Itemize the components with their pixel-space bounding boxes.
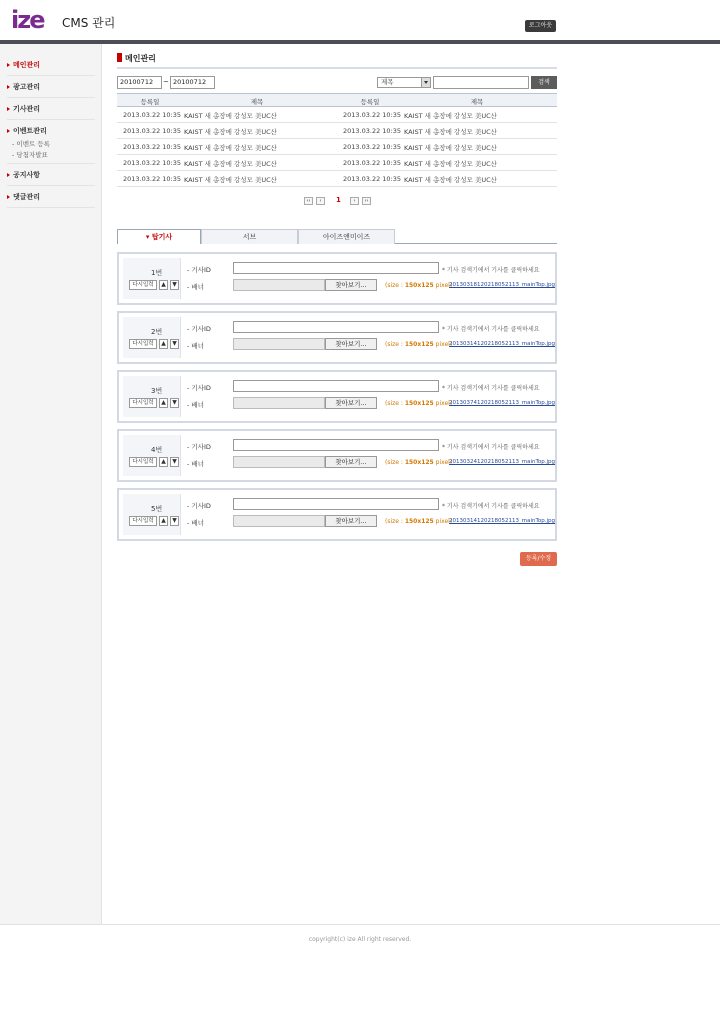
- footer-divider: [0, 924, 720, 925]
- row-title[interactable]: KAIST 새 총장에 강성모 美UC산: [184, 176, 277, 184]
- arrow-down-icon[interactable]: ▼: [170, 280, 179, 290]
- row-date: 2013.03.22 10:35: [123, 159, 182, 167]
- header-divider: [0, 40, 720, 44]
- pagination-current-page[interactable]: 1: [336, 196, 341, 204]
- sidebar-item-label: 공지사항: [13, 171, 41, 179]
- page-title-text: 메인관리: [125, 54, 156, 63]
- sidebar-item-label: 광고관리: [13, 83, 41, 91]
- row-title[interactable]: KAIST 새 총장에 강성모 美UC산: [184, 128, 277, 136]
- table-row[interactable]: [117, 107, 557, 123]
- page-title: [117, 53, 156, 64]
- red-triangle-icon: [7, 173, 10, 177]
- browse-button[interactable]: 찾아보기...: [325, 456, 377, 468]
- row-date: 2013.03.22 10:35: [343, 111, 402, 119]
- article-id-hint: * 기사 검색기에서 기사를 클릭하세요: [442, 326, 540, 333]
- sidebar-item-articles[interactable]: [7, 98, 95, 120]
- item-number: 3번: [151, 387, 163, 395]
- item-box: [117, 252, 557, 305]
- arrow-up-icon[interactable]: ▲: [159, 457, 168, 467]
- banner-label: - 배너: [187, 283, 204, 291]
- banner-label: - 배너: [187, 519, 204, 527]
- item-number: 5번: [151, 505, 163, 513]
- size-note: (size : 150x125 pixel): [385, 341, 453, 348]
- order-reset-input[interactable]: 다시입력: [129, 339, 157, 349]
- date-separator: ~: [163, 78, 169, 86]
- tab-ize-and-me[interactable]: 아이즈앤미이즈: [298, 229, 395, 244]
- arrow-up-icon[interactable]: ▲: [159, 398, 168, 408]
- banner-file-link[interactable]: 20130314120218052113_mainTop.jpg: [449, 341, 556, 347]
- banner-file-link[interactable]: 20130318120218052113_mainTop.jpg: [449, 282, 556, 288]
- row-title[interactable]: KAIST 새 총장에 강성모 美UC산: [404, 128, 497, 136]
- order-reset-input[interactable]: 다시입력: [129, 457, 157, 467]
- row-title[interactable]: KAIST 새 총장에 강성모 美UC산: [404, 112, 497, 120]
- article-id-input[interactable]: [233, 498, 439, 510]
- sidebar-item-notice[interactable]: [7, 164, 95, 186]
- article-id-input[interactable]: [233, 321, 439, 333]
- item-box: [117, 370, 557, 423]
- tab-label: 탑기사: [151, 233, 173, 241]
- row-title[interactable]: KAIST 새 총장에 강성모 美UC산: [184, 112, 277, 120]
- search-type-select[interactable]: [377, 77, 431, 88]
- row-title[interactable]: KAIST 새 총장에 강성모 美UC산: [404, 144, 497, 152]
- sidebar-subitem-winners[interactable]: - 당첨자발표: [12, 151, 48, 159]
- red-triangle-icon: [7, 85, 10, 89]
- row-date: 2013.03.22 10:35: [343, 143, 402, 151]
- sidebar-item-label: 이벤트관리: [13, 127, 47, 135]
- arrow-down-icon[interactable]: ▼: [170, 516, 179, 526]
- arrow-up-icon[interactable]: ▲: [159, 516, 168, 526]
- article-id-input[interactable]: [233, 439, 439, 451]
- table-header: [117, 93, 557, 107]
- browse-button[interactable]: 찾아보기...: [325, 279, 377, 291]
- item-order-panel: [123, 317, 181, 358]
- arrow-up-icon[interactable]: ▲: [159, 280, 168, 290]
- item-order-panel: [123, 258, 181, 299]
- arrow-up-icon[interactable]: ▲: [159, 339, 168, 349]
- submit-button[interactable]: 등록/수정: [520, 552, 557, 566]
- red-square-icon: [117, 53, 122, 62]
- app-title: CMS 관리: [62, 16, 116, 30]
- red-triangle-icon: [7, 195, 10, 199]
- table-row[interactable]: [117, 155, 557, 171]
- size-note: (size : 150x125 pixel): [385, 518, 453, 525]
- sidebar-item-label: 댓글관리: [13, 193, 41, 201]
- article-id-label: - 기사ID: [187, 384, 211, 392]
- item-order-panel: [123, 435, 181, 476]
- article-id-input[interactable]: [233, 262, 439, 274]
- arrow-down-icon[interactable]: ▼: [170, 457, 179, 467]
- article-id-hint: * 기사 검색기에서 기사를 클릭하세요: [442, 267, 540, 274]
- row-date: 2013.03.22 10:35: [123, 175, 182, 183]
- banner-label: - 배너: [187, 342, 204, 350]
- pagination-first-button[interactable]: ‹‹: [304, 197, 313, 205]
- size-note: (size : 150x125 pixel): [385, 459, 453, 466]
- search-type-value: 제목: [381, 78, 394, 86]
- item-box: [117, 429, 557, 482]
- row-date: 2013.03.22 10:35: [123, 127, 182, 135]
- item-order-panel: [123, 494, 181, 535]
- logout-button[interactable]: 로그아웃: [525, 20, 556, 32]
- date-to-input[interactable]: 20100712: [170, 76, 215, 89]
- arrow-down-icon[interactable]: ▼: [170, 398, 179, 408]
- size-note: (size : 150x125 pixel): [385, 400, 453, 407]
- tab-top-article[interactable]: ▾ 탑기사: [117, 229, 201, 244]
- pagination-prev-button[interactable]: ‹: [316, 197, 325, 205]
- row-date: 2013.03.22 10:35: [343, 127, 402, 135]
- tab-sub[interactable]: 서브: [201, 229, 298, 244]
- tab-bar: [117, 229, 557, 244]
- banner-file-link[interactable]: 20130324120218052113_mainTop.jpg: [449, 459, 556, 465]
- article-id-hint: * 기사 검색기에서 기사를 클릭하세요: [442, 444, 540, 451]
- size-note: (size : 150x125 pixel): [385, 282, 453, 289]
- sidebar-item-label: 기사관리: [13, 105, 41, 113]
- browse-button[interactable]: 찾아보기...: [325, 338, 377, 350]
- sidebar-subitem-event-register[interactable]: - 이벤트 등록: [12, 140, 50, 148]
- article-id-label: - 기사ID: [187, 443, 211, 451]
- search-input[interactable]: [433, 76, 529, 89]
- footer-copyright: copyright(c) ize All right reserved.: [308, 936, 412, 943]
- banner-file-input[interactable]: [233, 515, 325, 527]
- row-date: 2013.03.22 10:35: [123, 111, 182, 119]
- sidebar-item-label: 메인관리: [13, 61, 41, 69]
- table-row[interactable]: [117, 123, 557, 139]
- banner-file-link[interactable]: 20130314120218052113_mainTop.jpg: [449, 518, 556, 524]
- sidebar-item-ads[interactable]: [7, 76, 95, 98]
- pagination-next-button[interactable]: ›: [350, 197, 359, 205]
- logo[interactable]: ize: [11, 6, 44, 34]
- sidebar-item-main[interactable]: [7, 54, 95, 76]
- browse-button[interactable]: 찾아보기...: [325, 515, 377, 527]
- sidebar: [0, 44, 102, 924]
- order-reset-input[interactable]: 다시입력: [129, 280, 157, 290]
- pagination-last-button[interactable]: ››: [362, 197, 371, 205]
- row-date: 2013.03.22 10:35: [123, 143, 182, 151]
- banner-label: - 배너: [187, 401, 204, 409]
- row-title[interactable]: KAIST 새 총장에 강성모 美UC산: [404, 160, 497, 168]
- sidebar-item-comments[interactable]: [7, 186, 95, 208]
- row-date: 2013.03.22 10:35: [343, 175, 402, 183]
- table-row[interactable]: [117, 139, 557, 155]
- banner-file-input[interactable]: [233, 456, 325, 468]
- browse-button[interactable]: 찾아보기...: [325, 397, 377, 409]
- chevron-down-icon: [421, 78, 430, 87]
- row-date: 2013.03.22 10:35: [343, 159, 402, 167]
- title-divider: [117, 67, 557, 69]
- article-id-hint: * 기사 검색기에서 기사를 클릭하세요: [442, 385, 540, 392]
- banner-file-input[interactable]: [233, 338, 325, 350]
- red-triangle-icon: [7, 63, 10, 67]
- article-id-input[interactable]: [233, 380, 439, 392]
- order-reset-input[interactable]: 다시입력: [129, 398, 157, 408]
- item-number: 2번: [151, 328, 163, 336]
- order-reset-input[interactable]: 다시입력: [129, 516, 157, 526]
- article-id-label: - 기사ID: [187, 502, 211, 510]
- article-id-hint: * 기사 검색기에서 기사를 클릭하세요: [442, 503, 540, 510]
- item-order-panel: [123, 376, 181, 417]
- item-box: [117, 488, 557, 541]
- row-title[interactable]: KAIST 새 총장에 강성모 美UC산: [184, 144, 277, 152]
- red-triangle-icon: [7, 107, 10, 111]
- column-header-date: 등록일: [140, 98, 160, 106]
- banner-file-link[interactable]: 20130374120218052113_mainTop.jpg: [449, 400, 556, 406]
- column-header-title: 제목: [250, 98, 264, 106]
- red-triangle-icon: [7, 129, 10, 133]
- header: [0, 0, 720, 40]
- banner-file-input[interactable]: [233, 397, 325, 409]
- banner-file-input[interactable]: [233, 279, 325, 291]
- row-title[interactable]: KAIST 새 총장에 강성모 美UC산: [184, 160, 277, 168]
- column-header-date: 등록일: [360, 98, 380, 106]
- article-id-label: - 기사ID: [187, 325, 211, 333]
- item-box: [117, 311, 557, 364]
- date-from-input[interactable]: 20100712: [117, 76, 162, 89]
- article-id-label: - 기사ID: [187, 266, 211, 274]
- row-title[interactable]: KAIST 새 총장에 강성모 美UC산: [404, 176, 497, 184]
- search-button[interactable]: 검색: [531, 76, 557, 89]
- item-number: 1번: [151, 269, 163, 277]
- column-header-title: 제목: [470, 98, 484, 106]
- item-number: 4번: [151, 446, 163, 454]
- banner-label: - 배너: [187, 460, 204, 468]
- arrow-down-icon[interactable]: ▼: [170, 339, 179, 349]
- table-row[interactable]: [117, 171, 557, 187]
